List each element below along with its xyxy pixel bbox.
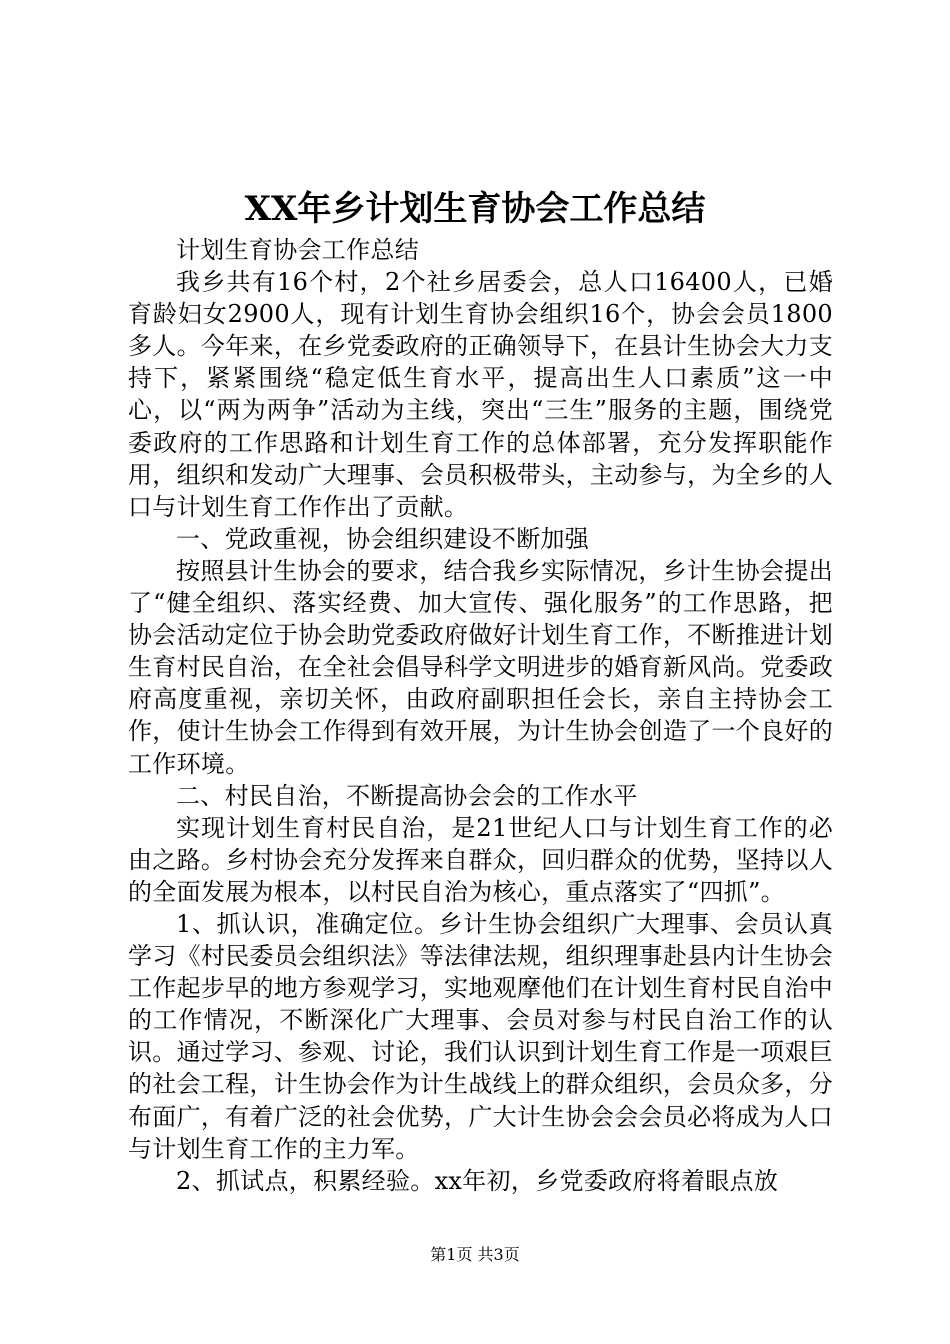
paragraph-overview: 我乡共有16个村，2个社乡居委会，总人口16400人，已婚育龄妇女2900人，现有计划生育协会组织16个，协会会员1800多人。今年来，在乡党委政府的正确领导下，在县计生协会大力支持下，紧紧围绕“稳定低生育水平，提高出生人口素质”这一中心，以“两为两争”活动为主线，突出“三生”服务的主题，围绕党委政府的工作思路和计划生育工作的总体部署，充分发挥职能作用，组织和发动广大理事、会员积极带头，主动参与，为全乡的人口与计划生育工作作出了贡献。 (128, 268, 833, 521)
paragraph-item-1: 1、抓认识，准确定位。乡计生协会组织广大理事、会员认真学习《村民委员会组织法》等法律法规，组织理事赴县内计生协会工作起步早的地方参观学习，实地观摩他们在计划生育村民自治中的工作情况，不断深化广大理事、会员对参与村民自治工作的认识。通过学习、参观、讨论，我们认识到计划生育工作是一项艰巨的社会工程，计生协会作为计生战线上的群众组织，会员众多，分布面广，有着广泛的社会优势，广大计生协会会会员必将成为人口与计划生育工作的主力军。 (128, 909, 833, 1163)
section-heading-2: 二、村民自治，不断提高协会会的工作水平 (176, 781, 638, 810)
document-title: XX年乡计划生育协会工作总结 (244, 189, 706, 229)
page-footer: 第1页 共3页 (430, 1245, 520, 1264)
paragraph-subtitle: 计划生育协会工作总结 (176, 236, 419, 264)
paragraph-section-1: 按照县计生协会的要求，结合我乡实际情况，乡计生协会提出了“健全组织、落实经费、加大宣传、强化服务”的工作思路，把协会活动定位于协会助党委政府做好计划生育工作，不断推进计划生育村民自治，在全社会倡导科学文明进步的婚育新风尚。党委政府高度重视，亲切关怀，由政府副职担任会长，亲自主持协会工作，使计生协会工作得到有效开展，为计生协会创造了一个良好的工作环境。 (128, 556, 833, 778)
section-heading-1: 一、党政重视，协会组织建设不断加强 (176, 524, 590, 553)
paragraph-item-2: 2、抓试点，积累经验。xx年初，乡党委政府将着眼点放 (176, 1166, 779, 1195)
paragraph-section-2: 实现计划生育村民自治，是21世纪人口与计划生育工作的必由之路。乡村协会充分发挥来自群众，回归群众的优势，坚持以人的全面发展为根本，以村民自治为核心，重点落实了“四抓”。 (128, 813, 833, 906)
document-body (128, 234, 833, 1197)
